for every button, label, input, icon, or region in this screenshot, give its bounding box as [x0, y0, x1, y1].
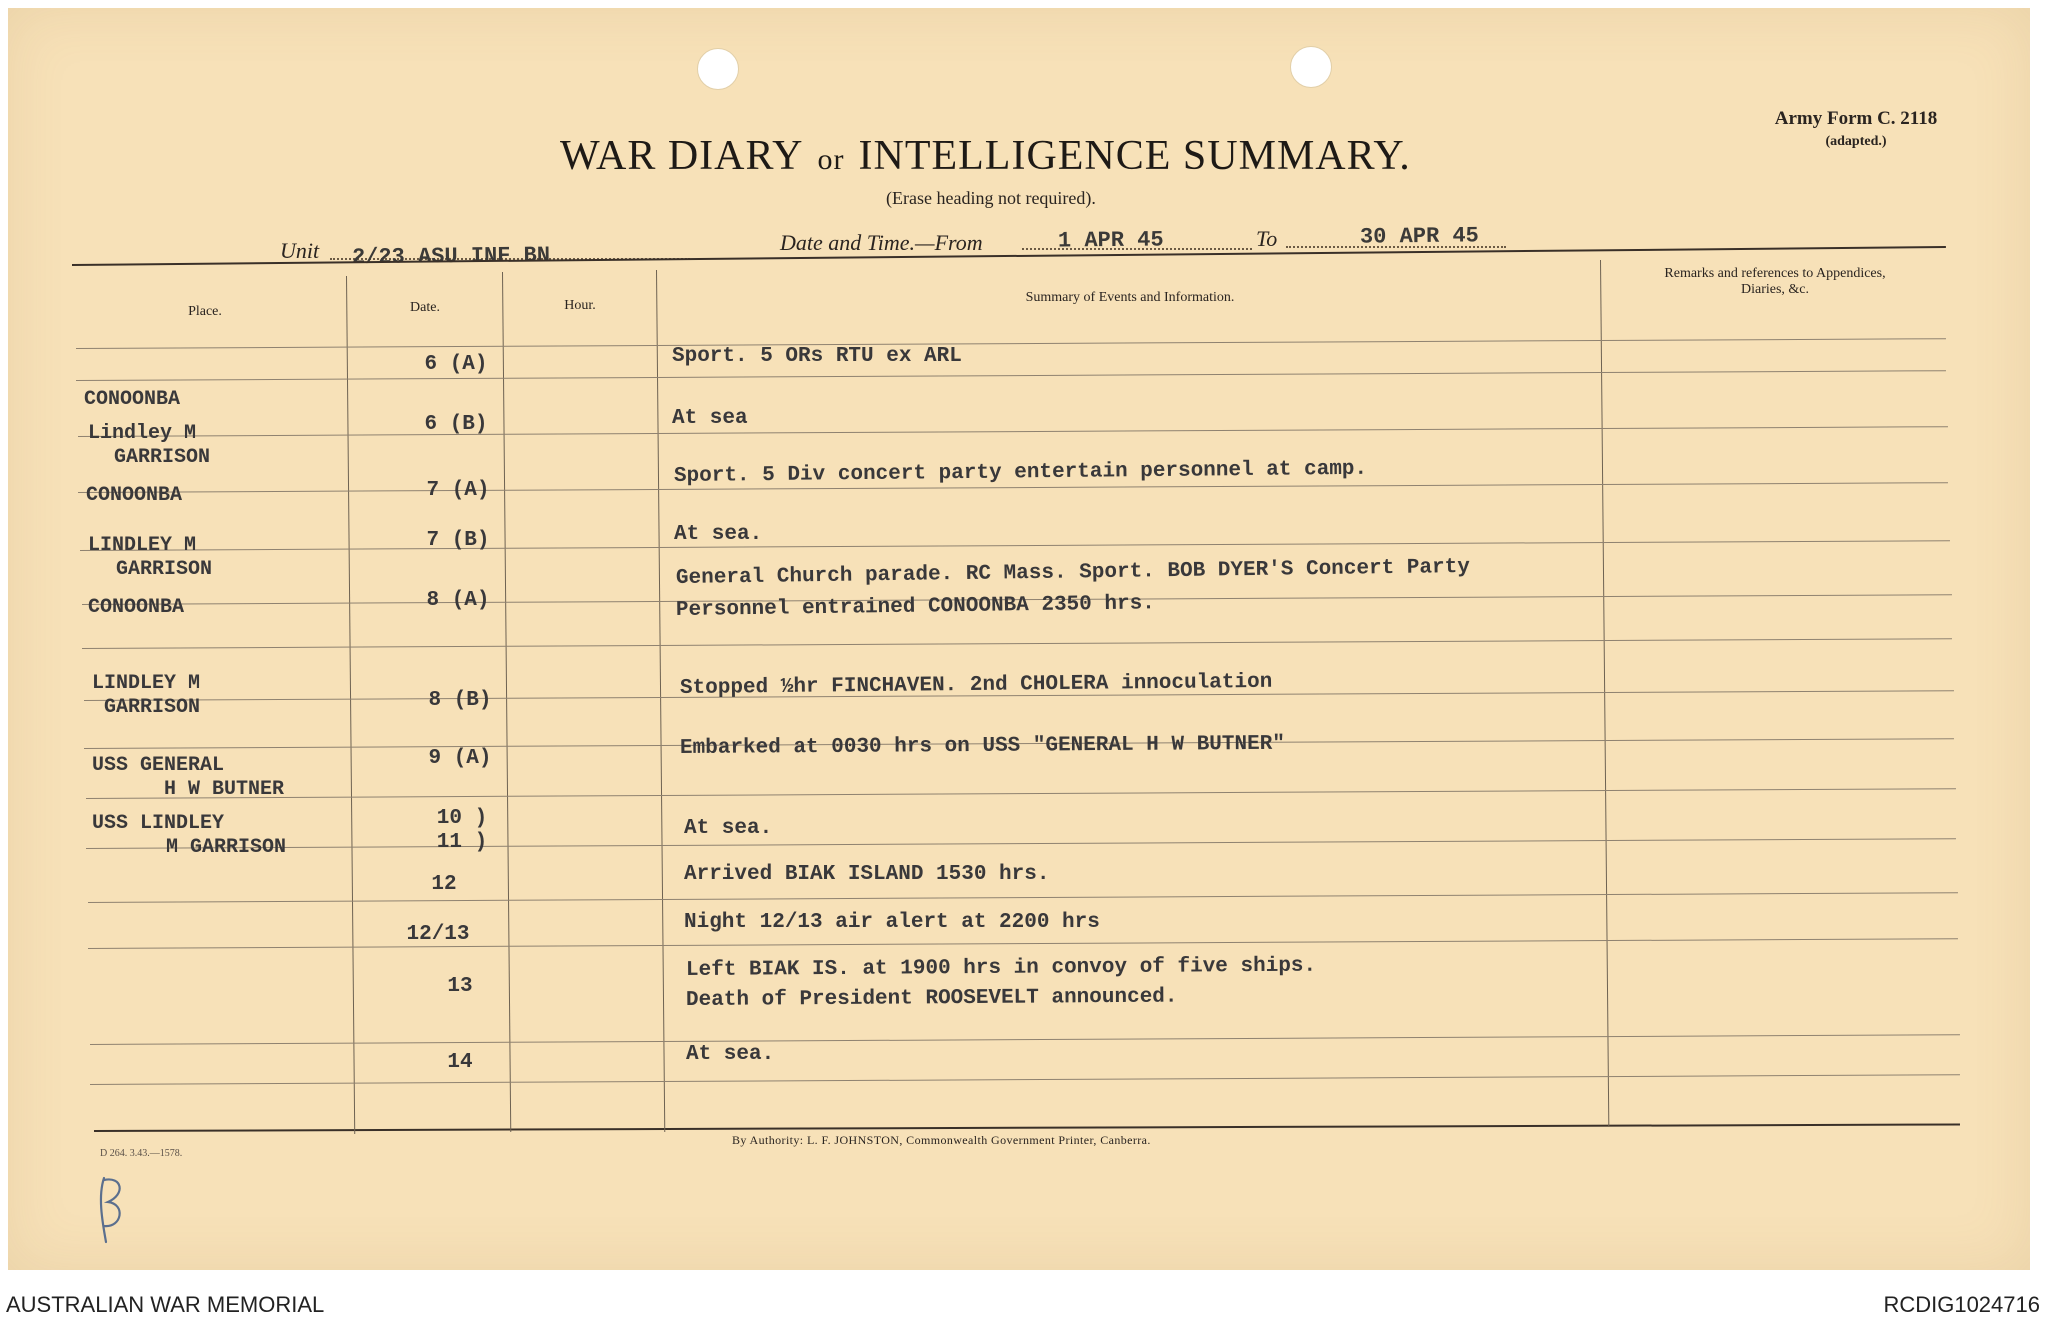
entry-date: 12/13	[406, 923, 470, 946]
date-label: Date and Time.—From	[780, 230, 983, 255]
form-subtitle: (Erase heading not required).	[886, 188, 1096, 208]
entry-place: LINDLEY M	[92, 672, 201, 695]
entry-date: 7 (A)	[426, 479, 490, 502]
to-value: 30 APR 45	[1359, 223, 1479, 250]
unit-value: 2/23 ASU INF BN	[351, 242, 551, 271]
entry-date: 6 (A)	[424, 353, 488, 376]
from-value: 1 APR 45	[1057, 227, 1164, 254]
archive-caption: AUSTRALIAN WAR MEMORIAL	[6, 1292, 325, 1317]
header-date: Date.	[410, 300, 440, 315]
entry-date: 6 (B)	[424, 413, 488, 436]
entry-date: 8 (B)	[428, 689, 492, 712]
entry-place-line2: GARRISON	[116, 558, 213, 581]
entry-summary: Left BIAK IS. at 1900 hrs in convoy of five ships.	[685, 954, 1317, 982]
title-or: or	[817, 143, 845, 176]
entry-place-line2: GARRISON	[104, 696, 201, 719]
form-adapted: (adapted.)	[1825, 134, 1887, 149]
entry-date: 12	[431, 873, 457, 896]
entry-place-line2: H W BUTNER	[164, 778, 285, 801]
header-summary: Summary of Events and Information.	[1025, 290, 1235, 305]
entry-place: CONOONBA	[84, 388, 181, 411]
entry-place: USS LINDLEY	[92, 812, 225, 835]
archive-reference: RCDIG1024716	[1883, 1292, 2040, 1317]
header-remarks: Remarks and references to Appendices, Diaries, &c.	[1664, 266, 1886, 297]
entry-place: CONOONBA	[86, 484, 183, 507]
entry-summary: Embarked at 0030 hrs on USS "GENERAL H W BUTNER"	[679, 732, 1285, 760]
entry-summary: General Church parade. RC Mass. Sport. BOB DYER'S Concert Party	[675, 555, 1471, 590]
print-code: D 264. 3.43.—1578.	[100, 1148, 183, 1159]
entry-summary: Arrived BIAK ISLAND 1530 hrs.	[684, 863, 1050, 886]
entry-place-line2: M GARRISON	[166, 836, 287, 859]
handwritten-initials	[92, 1170, 128, 1250]
entry-summary: Sport. 5 ORs RTU ex ARL	[672, 345, 962, 368]
entry-date: 9 (A)	[428, 747, 492, 770]
title-war-diary: WAR DIARY	[560, 133, 804, 179]
entry-summary-line2: Death of President ROOSEVELT announced.	[685, 985, 1178, 1012]
form-number: Army Form C. 2118	[1774, 108, 1938, 129]
entry-summary: Night 12/13 air alert at 2200 hrs	[684, 911, 1100, 934]
entry-date: 13	[447, 975, 473, 998]
entry-summary: Sport. 5 Div concert party entertain personnel at camp.	[673, 457, 1368, 488]
entry-date-line2: 11 )	[436, 831, 488, 854]
header-hour: Hour.	[564, 298, 596, 313]
entry-place-line2: GARRISON	[114, 446, 211, 469]
entry-summary: At sea	[672, 407, 748, 430]
header-place: Place.	[188, 304, 222, 319]
entry-summary: At sea.	[686, 1043, 775, 1066]
entry-place: CONOONBA	[88, 596, 185, 619]
entry-summary-line2: Personnel entrained CONOONBA 2350 hrs.	[675, 592, 1156, 622]
entry-summary: At sea.	[684, 817, 773, 840]
entry-date: 7 (B)	[426, 529, 490, 552]
entry-place: LINDLEY M	[88, 534, 197, 557]
title-intelligence: INTELLIGENCE SUMMARY.	[858, 133, 1411, 179]
unit-label: Unit	[280, 238, 320, 263]
entry-place: USS GENERAL	[92, 754, 225, 777]
entry-summary: At sea.	[674, 523, 763, 546]
entry-date: 8 (A)	[426, 589, 490, 612]
punch-hole-left	[697, 48, 739, 90]
punch-hole-right	[1290, 46, 1332, 88]
to-label: To	[1256, 226, 1278, 251]
entry-summary: Stopped ½hr FINCHAVEN. 2nd CHOLERA innoculation	[679, 670, 1273, 700]
entry-date: 10 )	[436, 807, 488, 830]
printer-authority: By Authority: L. F. JOHNSTON, Commonwealth Government Printer, Canberra.	[732, 1133, 1151, 1147]
entry-date: 14	[447, 1051, 473, 1074]
entry-place: Lindley M	[88, 422, 197, 445]
form-title	[560, 132, 1460, 180]
